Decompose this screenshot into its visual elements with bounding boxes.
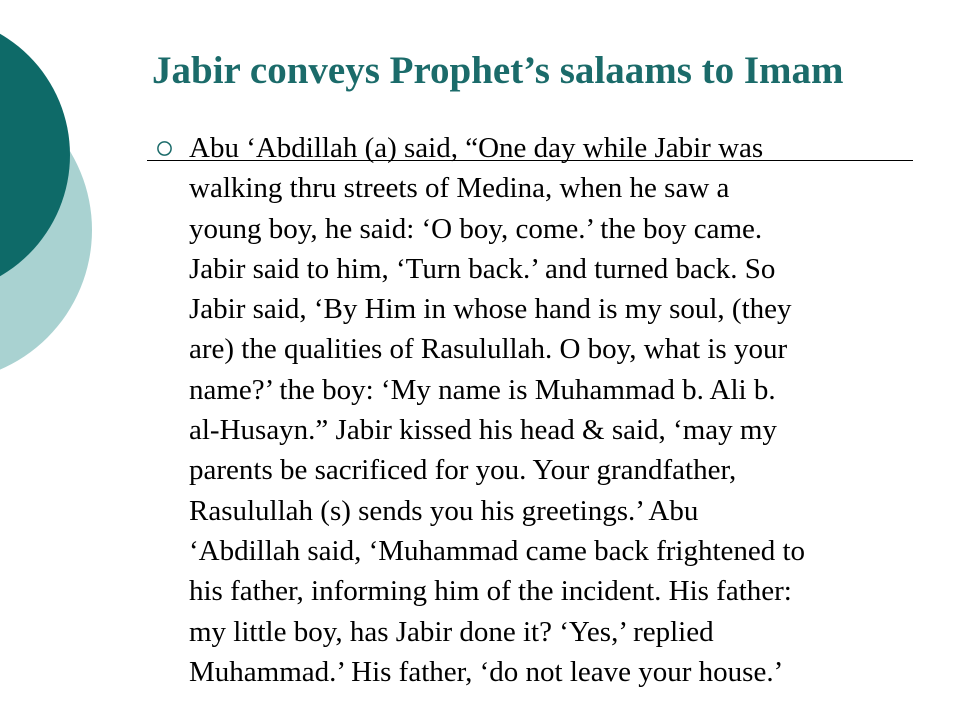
paragraph-line: Rasulullah (s) sends you his greetings.’ Abu: [189, 494, 699, 527]
hollow-circle-bullet-icon: [156, 140, 173, 157]
paragraph-line: al-Husayn.” Jabir kissed his head & said, ‘may my: [189, 414, 777, 447]
paragraph-line: are) the qualities of Rasulullah. O boy, what is your: [189, 333, 788, 366]
paragraph-line: name?’ the boy: ‘My name is Muhammad b. Ali b.: [189, 373, 776, 406]
paragraph-line: parents be sacrificed for you. Your grandfather,: [189, 454, 737, 487]
paragraph-line: walking thru streets of Medina, when he saw a: [189, 172, 730, 205]
paragraph-line: Jabir said to him, ‘Turn back.’ and turned back. So: [189, 252, 776, 285]
paragraph-line: Jabir said, ‘By Him in whose hand is my soul, (they: [189, 293, 792, 326]
bullet-paragraph: [189, 128, 919, 692]
paragraph-line: ‘Abdillah said, ‘Muhammad came back frightened to: [189, 534, 806, 567]
paragraph-line: my little boy, has Jabir done it? ‘Yes,’ replied: [189, 615, 714, 648]
paragraph-line: his father, informing him of the incident. His father:: [189, 575, 792, 608]
paragraph-line: Muhammad.’ His father, ‘do not leave your house.’: [189, 655, 784, 688]
decorative-circles: [0, 0, 120, 400]
paragraph-line: young boy, he said: ‘O boy, come.’ the boy came.: [189, 212, 763, 245]
paragraph-line: Abu ‘Abdillah (a) said, “One day while Jabir was: [189, 132, 764, 164]
slide-title: Jabir conveys Prophet’s salaams to Imam: [152, 49, 844, 92]
